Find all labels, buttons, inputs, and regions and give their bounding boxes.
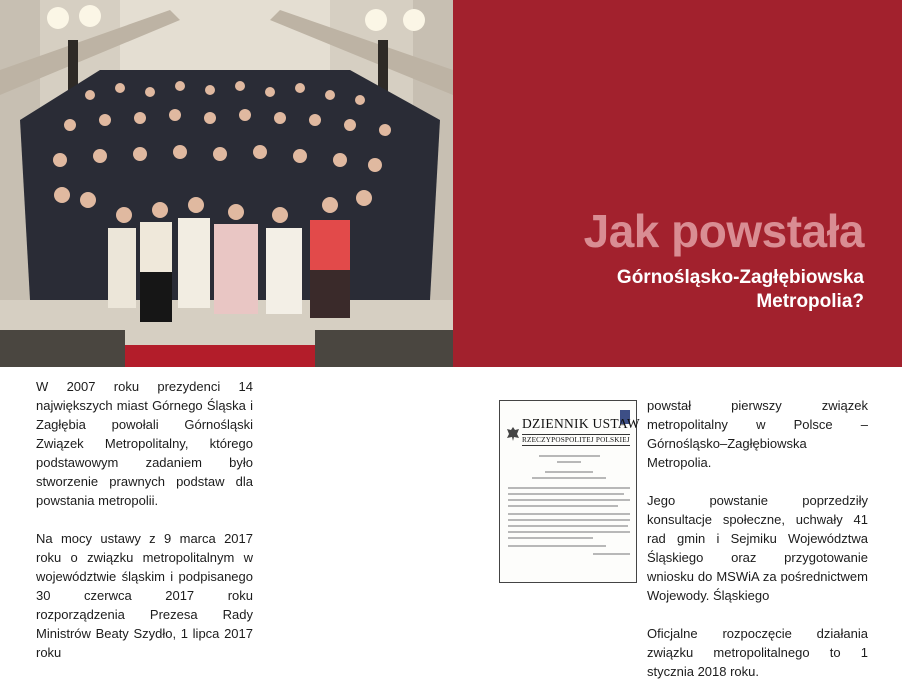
page-title: Jak powstała (583, 205, 864, 257)
left-text-column (36, 377, 253, 681)
dziennik-ustaw-document-image (499, 400, 640, 583)
title-panel (453, 0, 902, 367)
page-subtitle (504, 266, 864, 314)
subtitle-line-1: Górnośląsko-Zagłębiowska (616, 267, 864, 288)
right-paragraph-1: powstał pierwszy związek metropolitalny w Polsce – Górnośląsko–Zagłębiowska Metropolia. (647, 398, 868, 470)
document-text-lines (508, 455, 630, 559)
right-paragraph-2: Jego powstanie poprzedziły konsultacje społeczne, uchwały 41 rad gmin i Sejmiku Województwa Śląskiego oraz przygotowanie wniosku do MSWiA za pośrednictwem Wojewody. Śląskiego (647, 493, 868, 603)
document-subtitle: RZECZYPOSPOLITEJ POLSKIEJ (522, 436, 630, 444)
left-paragraph-1: W 2007 roku prezydenci 14 największych miast Górnego Śląska i Zagłębia powołali Górnośląski Związek Metropolitalny, którego podstawowym zadaniem było stworzenie prawnych podstaw dla powstania metropolii. (36, 379, 253, 508)
subtitle-line-2: Metropolia? (756, 291, 864, 312)
eagle-emblem-icon (506, 426, 520, 442)
group-photo (0, 0, 453, 367)
left-paragraph-2: Na mocy ustawy z 9 marca 2017 roku o związku metropolitalnym w województwie śląskim i podpisanego 30 czerwca 2017 roku rozporządzenia Prezesa Rady Ministrów Beaty Szydło, 1 lipca 2017 roku (36, 531, 253, 660)
group-photo-illustration (0, 0, 453, 367)
document-title: DZIENNIK USTAW (522, 416, 640, 431)
right-text-column (647, 396, 868, 700)
right-paragraph-3: Oficjalne rozpoczęcie działania związku metropolitalnego to 1 stycznia 2018 roku. (647, 626, 868, 679)
